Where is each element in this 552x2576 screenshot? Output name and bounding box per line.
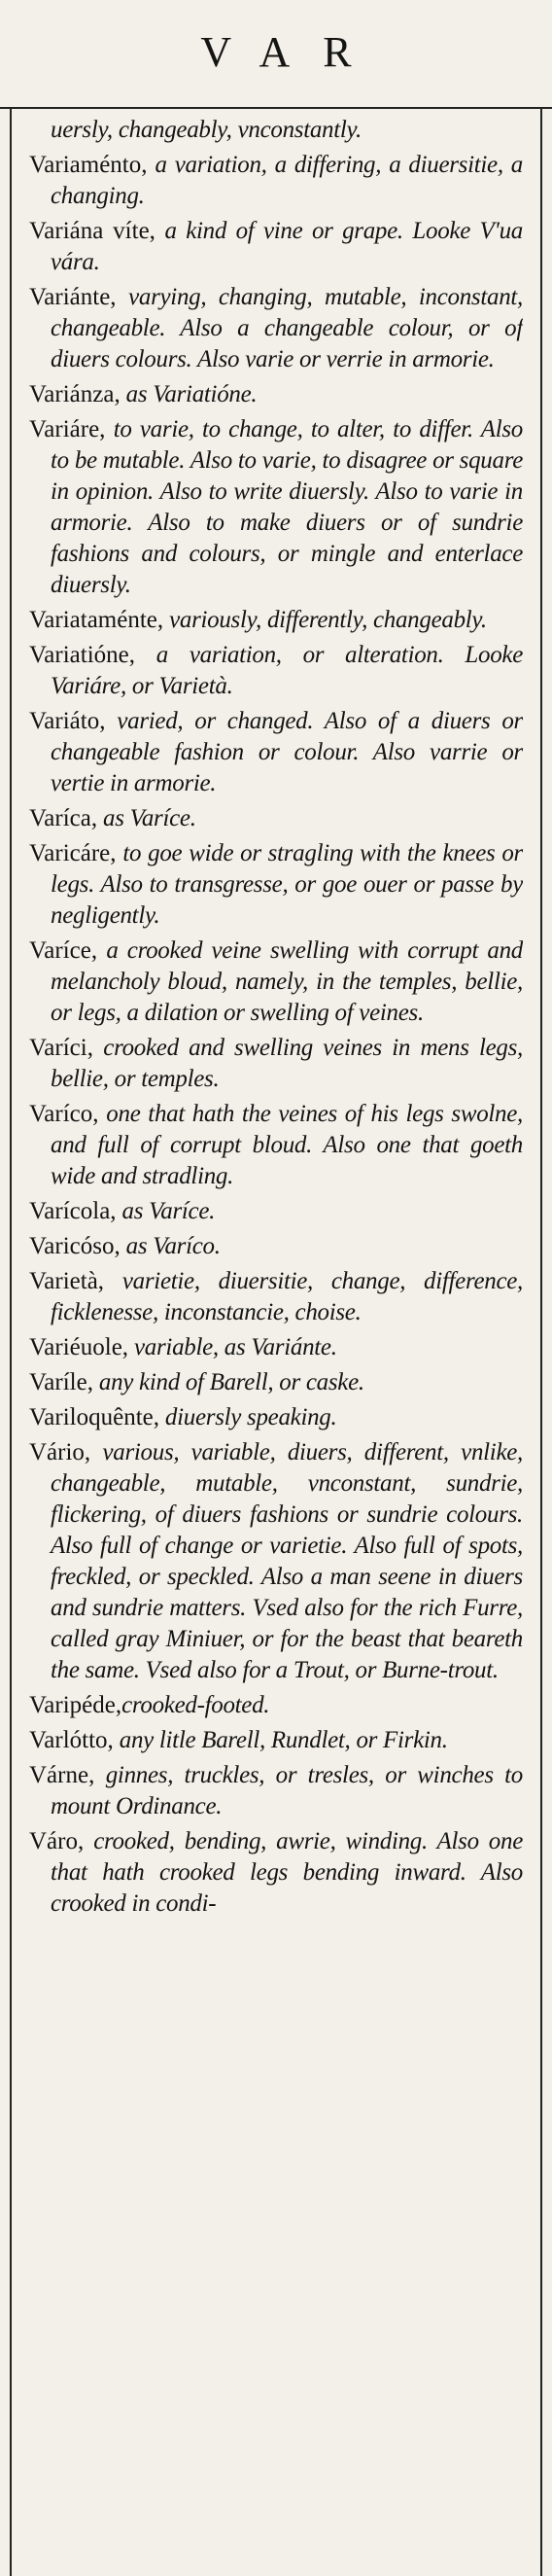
dictionary-entry (29, 1033, 523, 1095)
dictionary-entry (29, 1402, 523, 1433)
dictionary-entry (29, 1760, 523, 1822)
entry-headword: Variaménto, (29, 152, 148, 178)
dictionary-entry (29, 706, 523, 799)
dictionary-entry (29, 282, 523, 375)
dictionary-entry (29, 1332, 523, 1363)
entry-definition: crooked-footed. (121, 1692, 270, 1718)
dictionary-entry (29, 414, 523, 601)
dictionary-entry (29, 1367, 523, 1398)
entry-definition: a kind of vine or grape. Looke V'ua vára. (51, 218, 523, 275)
entry-definition: to goe wide or stragling with the knees or legs. Also to transgresse, or goe ouer or passe by negligently. (51, 840, 523, 929)
entry-definition: varied, or changed. Also of a diuers or changeable fashion or colour. Also varrie or vertie in armorie. (51, 708, 523, 796)
entry-headword: Varicóso, (29, 1233, 121, 1259)
entry-headword: Variataménte, (29, 607, 164, 633)
dictionary-entry (29, 1690, 523, 1721)
dictionary-entry (29, 803, 523, 834)
entry-definition: as Varíce. (116, 1198, 216, 1224)
entry-headword: Varíci, (29, 1035, 93, 1061)
entry-definition: one that hath the veines of his legs swolne, and full of corrupt bloud. Also one that goeth wide and stradling. (51, 1101, 523, 1189)
entry-definition: a variation, or alteration. Looke Variáre, or Varietà. (51, 642, 523, 699)
dictionary-entry (29, 1266, 523, 1328)
entry-definition: any kind of Barell, or caske. (92, 1369, 364, 1395)
entry-headword: Varicáre, (29, 840, 117, 866)
entry-definition: as Variatióne. (120, 381, 258, 407)
entry-headword: Variánza, (29, 381, 121, 407)
entry-definition: any litle Barell, Rundlet, or Firkin. (113, 1727, 448, 1753)
entry-definition: to varie, to change, to alter, to differ. Also to be mutable. Also to varie, to disagree or square in opinion. Also to write diuersly. Also to varie in armorie. Also to make diuers or of sundrie fashions and colours, or mingle and enterlace diuersly. (51, 416, 523, 598)
entry-definition: crooked, bending, awrie, winding. Also one that hath crooked legs bending inward. Also crooked in condi- (51, 1828, 523, 1917)
entry-definition: uersly, changeably, vnconstantly. (51, 117, 362, 143)
entry-headword: Variloquênte, (29, 1404, 159, 1430)
entry-headword: Varíle, (29, 1369, 93, 1395)
entry-headword: Varipéde, (29, 1692, 122, 1718)
entry-headword: Vário, (29, 1439, 91, 1465)
entry-headword: Várne, (29, 1762, 95, 1788)
entry-definition: ginnes, truckles, or tresles, or winches to mount Ordinance. (51, 1762, 523, 1819)
dictionary-entry (29, 838, 523, 932)
header-rule (0, 107, 552, 109)
entry-headword: Variéuole, (29, 1334, 129, 1360)
dictionary-entry (29, 1231, 523, 1262)
entry-definition: various, variable, diuers, different, vnlike, changeable, mutable, vnconstant, sundrie, flickering, of diuers fashions or sundrie colours. Also full of change or varietie. Also full of spots, freckled, or speckled. Also a man seene in diuers and sundrie matters. Vsed also for the rich Furre, called gray Miniuer, or for the beast that beareth the same. Vsed also for a Trout, or Burne-trout. (51, 1439, 523, 1683)
entry-headword: Variáre, (29, 416, 106, 442)
dictionary-entry (29, 115, 523, 146)
entry-headword: Variatióne, (29, 642, 135, 668)
dictionary-entry (29, 379, 523, 410)
entry-headword: Váro, (29, 1828, 85, 1854)
page-header (0, 0, 552, 107)
entry-headword: Varíce, (29, 937, 98, 964)
entry-definition: a variation, a differing, a diuersitie, a changing. (51, 152, 523, 209)
dictionary-entry (29, 935, 523, 1029)
entry-definition: varietie, diuersitie, change, difference, ficklenesse, inconstancie, choise. (51, 1268, 523, 1325)
dictionary-entry (29, 1725, 523, 1756)
entry-headword: Varíca, (29, 805, 98, 831)
dictionary-column (29, 115, 523, 2570)
column-rule-left (10, 107, 12, 2576)
dictionary-entry (29, 216, 523, 278)
dictionary-entry (29, 1099, 523, 1192)
dictionary-entry (29, 150, 523, 212)
entry-headword: Variána víte, (29, 218, 155, 244)
dictionary-entry (29, 1826, 523, 1920)
dictionary-entry (29, 640, 523, 702)
column-rule-right (540, 107, 542, 2576)
entry-headword: Variáto, (29, 708, 106, 734)
entry-definition: as Varíce. (97, 805, 196, 831)
entry-definition: as Varíco. (120, 1233, 221, 1259)
entry-definition: varying, changing, mutable, inconstant, changeable. Also a changeable colour, or of diuers colours. Also varie or verrie in armorie. (51, 284, 523, 372)
entry-headword: Varícola, (29, 1198, 117, 1224)
dictionary-entry (29, 1437, 523, 1686)
entry-headword: Varíco, (29, 1101, 99, 1127)
entry-definition: a crooked veine swelling with corrupt and melancholy bloud, namely, in the temples, bellie, or legs, a dilation or swelling of veines. (51, 937, 523, 1026)
entry-definition: crooked and swelling veines in mens legs, bellie, or temples. (51, 1035, 523, 1092)
entry-headword: Varlótto, (29, 1727, 114, 1753)
entry-headword: Variánte, (29, 284, 117, 310)
entry-definition: diuersly speaking. (158, 1404, 337, 1430)
entry-definition: variable, as Variánte. (128, 1334, 337, 1360)
running-head: VAR (200, 28, 385, 76)
entry-headword: Varietà, (29, 1268, 105, 1294)
dictionary-entry (29, 1196, 523, 1227)
entry-definition: variously, differently, changeably. (163, 607, 487, 633)
dictionary-entry (29, 605, 523, 636)
